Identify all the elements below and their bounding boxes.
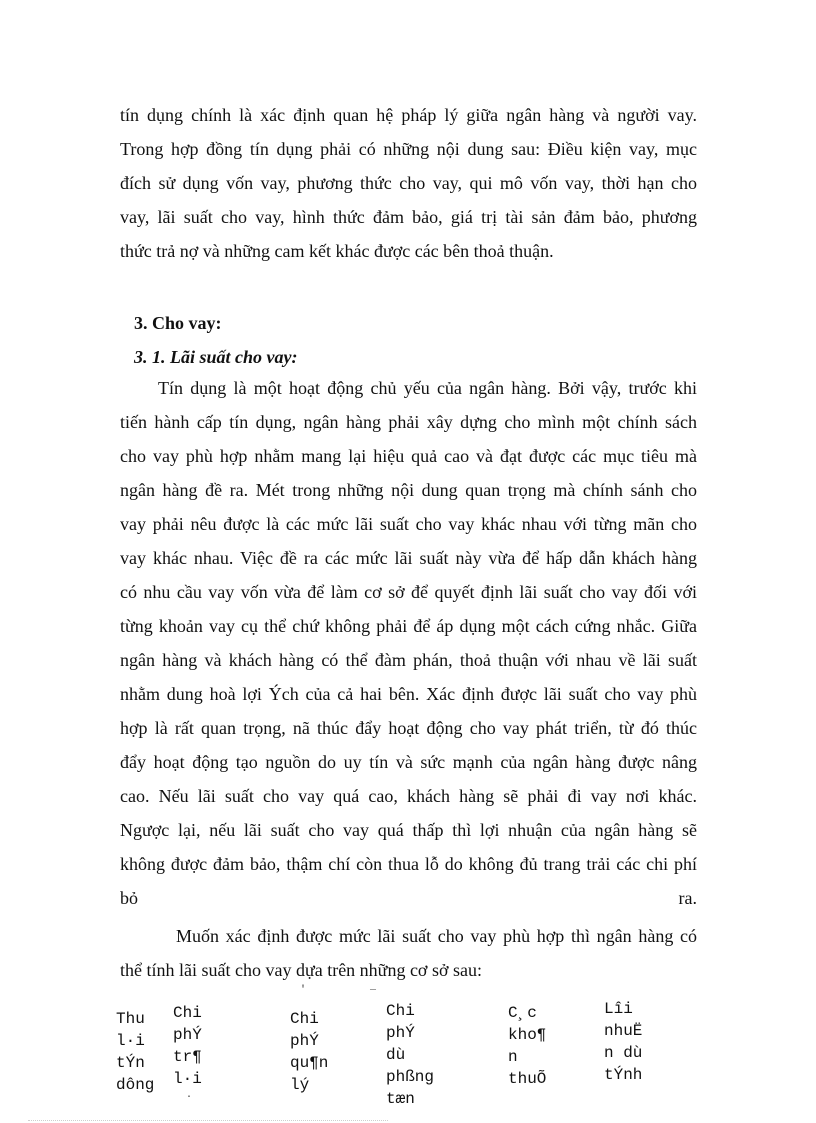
text-line: vay, lãi suất cho vay, hình thức đảm bảo, giá trị tài sản đảm bảo, phương (120, 207, 697, 227)
subsection-heading: 3. 1. Lãi suất cho vay: (134, 347, 298, 367)
text-line: ngân hàng đề ra. Mét trong những nội dung quan trọng mà chính sánh cho (120, 480, 697, 500)
footer-rule (28, 1120, 388, 1121)
text-line: Muốn xác định được mức lãi suất cho vay phù hợp thì ngân hàng có (176, 926, 697, 946)
formula-column (508, 1002, 546, 1090)
formula-cell: n (508, 1048, 518, 1066)
formula-cell: phßng (386, 1068, 435, 1086)
formula-column (116, 1008, 154, 1096)
stray-mark: ¯ (370, 990, 377, 1001)
formula-cell: Chi (173, 1004, 202, 1022)
text-line: Ngược lại, nếu lãi suất cho vay quá thấp thì lợi nhuận của ngân hàng sẽ (120, 820, 697, 840)
formula-table (116, 998, 716, 1110)
text-line: vay khác nhau. Việc đề ra các mức lãi suất này vừa để hấp dẫn khách hàng (120, 548, 697, 568)
formula-cell: tæn (386, 1090, 415, 1108)
text-line: tín dụng chính là xác định quan hệ pháp lý giữa ngân hàng và người vay. (120, 105, 697, 125)
formula-cell: dông (116, 1076, 155, 1094)
text-line: cao. Nếu lãi suất cho vay quá cao, khách hàng sẽ phải đi vay nơi khác. (120, 786, 697, 806)
formula-column (386, 1000, 434, 1110)
formula-cell: n dù (604, 1044, 643, 1062)
text-line: cho vay phù hợp nhằm mang lại hiệu quả cao và đạt được các mục tiêu mà (120, 446, 697, 466)
paragraph-interest-rate (120, 371, 697, 915)
formula-column (290, 1008, 328, 1096)
formula-column (604, 998, 642, 1086)
split-right: ra. (678, 888, 697, 908)
text-line: Tín dụng là một hoạt động chủ yếu của ngân hàng. Bởi vậy, trước khi (158, 378, 697, 398)
text-line: Trong hợp đồng tín dụng phải có những nội dung sau: Điều kiện vay, mục (120, 139, 697, 159)
text-line: thể tính lãi suất cho vay dựa trên những cơ sở sau: (120, 960, 482, 980)
text-line: tiến hành cấp tín dụng, ngân hàng phải xây dựng cho mình một chính sách (120, 412, 697, 432)
formula-cell: phÝ (290, 1032, 319, 1050)
paragraph-basis (120, 919, 697, 987)
text-line: đẩy hoạt động tạo nguồn do uy tín và sức mạnh của ngân hàng được nâng (120, 752, 697, 772)
formula-cell: l·i (116, 1032, 145, 1050)
formula-cell: tÝn (116, 1054, 145, 1072)
formula-cell: Lîi (604, 1000, 633, 1018)
text-line: nhằm dung hoà lợi Ých của cả hai bên. Xác định được lãi suất cho vay phù (120, 684, 697, 704)
stray-mark: ' (300, 985, 307, 996)
text-line: có nhu cầu vay vốn vừa để làm cơ sở để quyết định lãi suất cho vay đối với (120, 582, 697, 602)
formula-cell: Thu (116, 1010, 145, 1028)
formula-column (173, 1002, 202, 1090)
stray-mark: · (186, 1092, 193, 1103)
formula-cell: lý (290, 1076, 310, 1094)
formula-cell: thuÕ (508, 1070, 547, 1088)
formula-cell: kho¶ (508, 1026, 547, 1044)
text-line: thức trả nợ và những cam kết khác được các bên thoả thuận. (120, 241, 554, 261)
text-line: vay phải nêu được là các mức lãi suất cho vay khác nhau với từng mãn cho (120, 514, 697, 534)
formula-cell: phÝ (386, 1024, 415, 1042)
text-line: từng khoản vay cụ thể chứ không phải để áp dụng một cách cứng nhắc. Giữa (120, 616, 697, 636)
text-line: ngân hàng và khách hàng có thể đàm phán, thoả thuận với nhau về lãi suất (120, 650, 697, 670)
formula-cell: phÝ (173, 1026, 202, 1044)
formula-cell: Chi (386, 1002, 415, 1020)
formula-cell: qu¶n (290, 1054, 329, 1072)
paragraph-contract (120, 98, 697, 268)
formula-cell: Chi (290, 1010, 319, 1028)
formula-cell: tr¶ (173, 1048, 202, 1066)
formula-cell: tÝnh (604, 1066, 643, 1084)
formula-cell: nhuË (604, 1022, 643, 1040)
text-line-split (120, 881, 697, 915)
text-line: đích sử dụng vốn vay, phương thức cho vay, qui mô vốn vay, thời hạn cho (120, 173, 697, 193)
formula-cell: l·i (173, 1070, 202, 1088)
formula-cell: dù (386, 1046, 406, 1064)
section-heading: 3. Cho vay: (134, 313, 222, 333)
split-left: bỏ (120, 888, 138, 908)
text-line: hợp là rất quan trọng, nã thúc đẩy hoạt động cho vay phát triển, từ đó thúc (120, 718, 697, 738)
text-line: không được đảm bảo, thậm chí còn thua lỗ do không đủ trang trải các chi phí (120, 854, 697, 874)
formula-cell: C¸c (508, 1004, 537, 1022)
